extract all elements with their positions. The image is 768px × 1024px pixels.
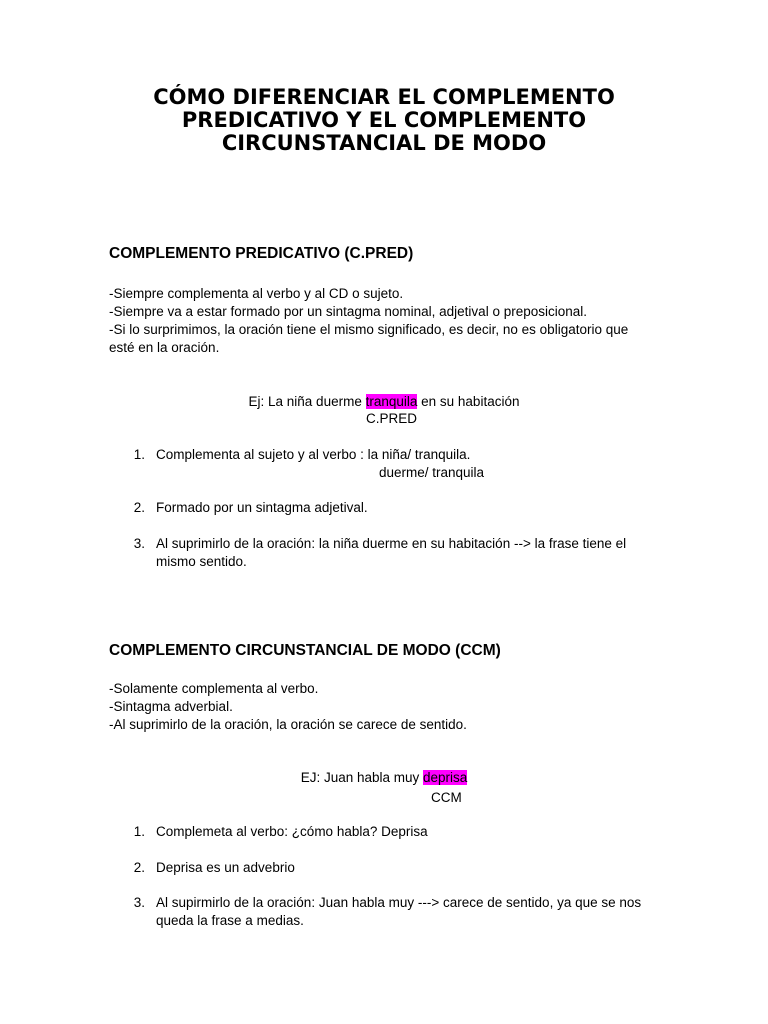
document-title-line-2: PREDICATIVO Y EL COMPLEMENTO (181, 108, 587, 132)
list-item-text: Deprisa es un advebrio (156, 860, 295, 875)
document-title-line-1: CÓMO DIFERENCIAR EL COMPLEMENTO (153, 85, 615, 109)
example-suffix: en su habitación (417, 394, 520, 409)
list-item-text: duerme/ tranquila (379, 465, 485, 480)
list-number: 2. (133, 860, 145, 875)
document-title-line-3: CIRCUNSTANCIAL DE MODO (221, 131, 547, 155)
example-highlight: tranquila (365, 394, 418, 409)
list-item-text: Al supirmirlo de la oración: Juan habla muy ---> carece de sentido, ya que se nos (156, 895, 642, 910)
example-prefix: Ej: La niña duerme (248, 394, 366, 409)
section-heading-ccm: COMPLEMENTO CIRCUNSTANCIAL DE MODO (CCM) (109, 642, 501, 659)
example-prefix: EJ: Juan habla muy (300, 770, 424, 785)
example-tag-cpred: C.PRED (366, 411, 418, 426)
bullet-text: -Siempre va a estar formado por un sintagma nominal, adjetival o preposicional. (109, 304, 587, 319)
bullet-text: -Sintagma adverbial. (109, 699, 233, 714)
bullet-text: -Siempre complementa al verbo y al CD o sujeto. (109, 286, 404, 301)
list-item-text: Complementa al sujeto y al verbo : la niña/ tranquila. (156, 447, 471, 462)
list-item-text: queda la frase a medias. (156, 913, 304, 928)
list-number: 3. (133, 895, 145, 910)
bullet-text: -Solamente complementa al verbo. (109, 681, 319, 696)
bullet-text: esté en la oración. (109, 340, 220, 355)
list-number: 3. (133, 536, 145, 551)
list-number: 1. (133, 447, 145, 462)
example-highlight: deprisa (423, 770, 468, 785)
list-number: 2. (133, 500, 145, 515)
list-item-text: mismo sentido. (156, 554, 247, 569)
example-tag-ccm: CCM (431, 790, 462, 805)
bullet-text: -Al suprimirlo de la oración, la oración se carece de sentido. (109, 717, 467, 732)
list-number: 1. (133, 824, 145, 839)
bullet-text: -Si lo surprimimos, la oración tiene el mismo significado, es decir, no es obligatorio que (109, 322, 629, 337)
example-sentence-ccm (0, 769, 768, 787)
list-item-text: Formado por un sintagma adjetival. (156, 500, 368, 515)
list-item-text: Al suprimirlo de la oración: la niña duerme en su habitación --> la frase tiene el (156, 536, 627, 551)
section-heading-cpred: COMPLEMENTO PREDICATIVO (C.PRED) (109, 245, 414, 262)
list-item-text: Complemeta al verbo: ¿cómo habla? Deprisa (156, 824, 428, 839)
example-sentence-cpred (0, 393, 768, 411)
